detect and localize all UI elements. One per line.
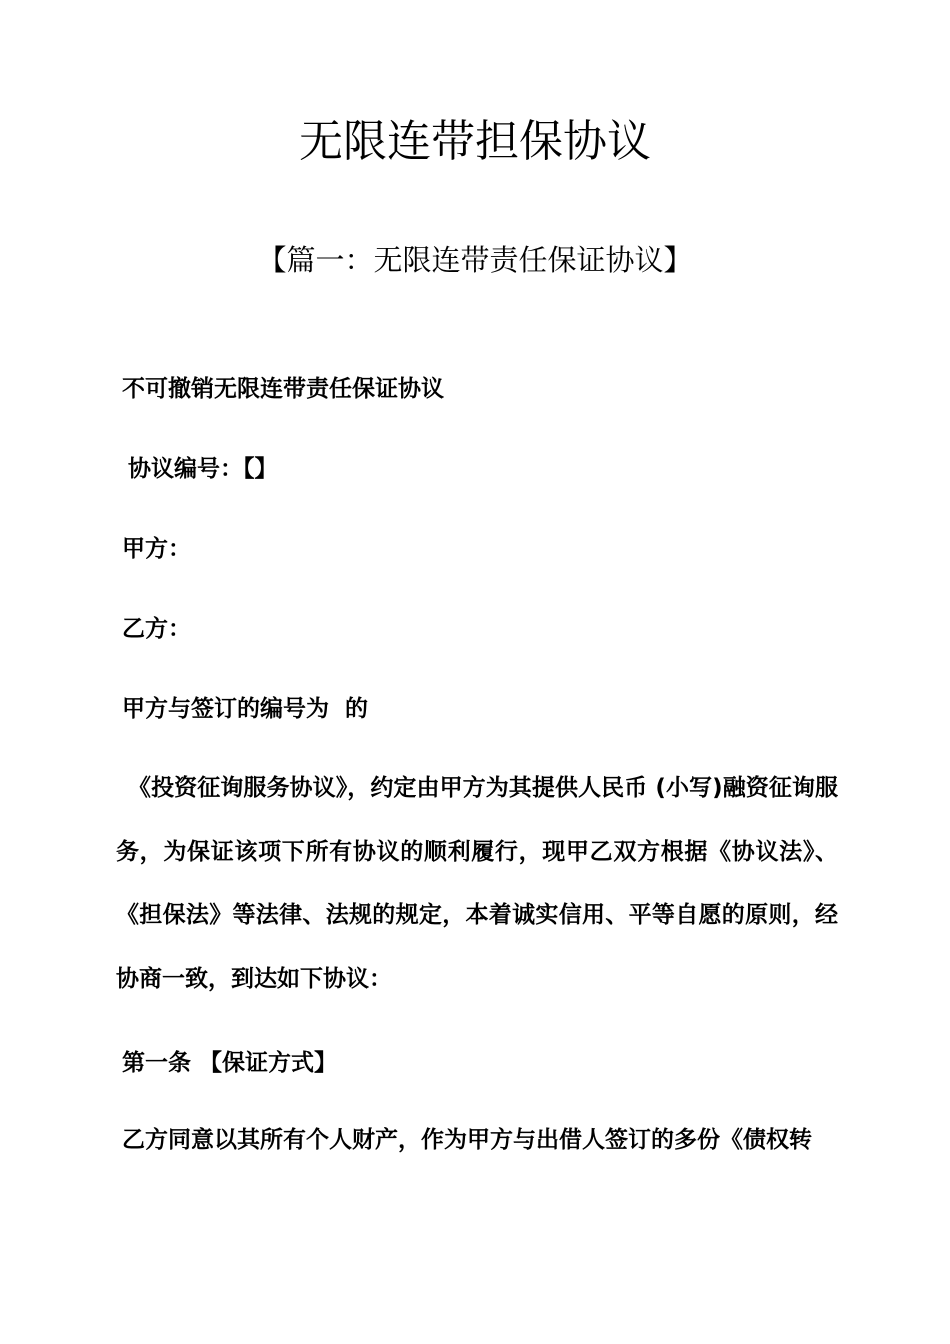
agreement-number: 协议编号：【】	[128, 456, 278, 482]
document-subtitle: 【篇一：无限连带责任保证协议】	[257, 243, 693, 277]
party-a-label: 甲方：	[122, 536, 191, 562]
intro-paragraph: 《投资征询服务协议》，约定由甲方为其提供人民币 (小写)融资征询服务，为保证该项下所有协议的顺利履行，现甲乙双方根据《协议法》、《担保法》等法律、法规的规定，本着诚实信用、平等自愿的原则，经协商一致，到达如下协议：	[116, 775, 838, 992]
party-b-label: 乙方：	[122, 616, 191, 642]
intro-line: 甲方与签订的编号为 的	[122, 696, 369, 722]
article-1-heading: 第一条 【保证方式】	[122, 1050, 338, 1076]
document-title: 无限连带担保协议	[299, 116, 651, 167]
agreement-heading: 不可撤销无限连带责任保证协议	[122, 376, 444, 402]
article-1-text: 乙方同意以其所有个人财产，作为甲方与出借人签订的多份《债权转	[122, 1127, 812, 1153]
